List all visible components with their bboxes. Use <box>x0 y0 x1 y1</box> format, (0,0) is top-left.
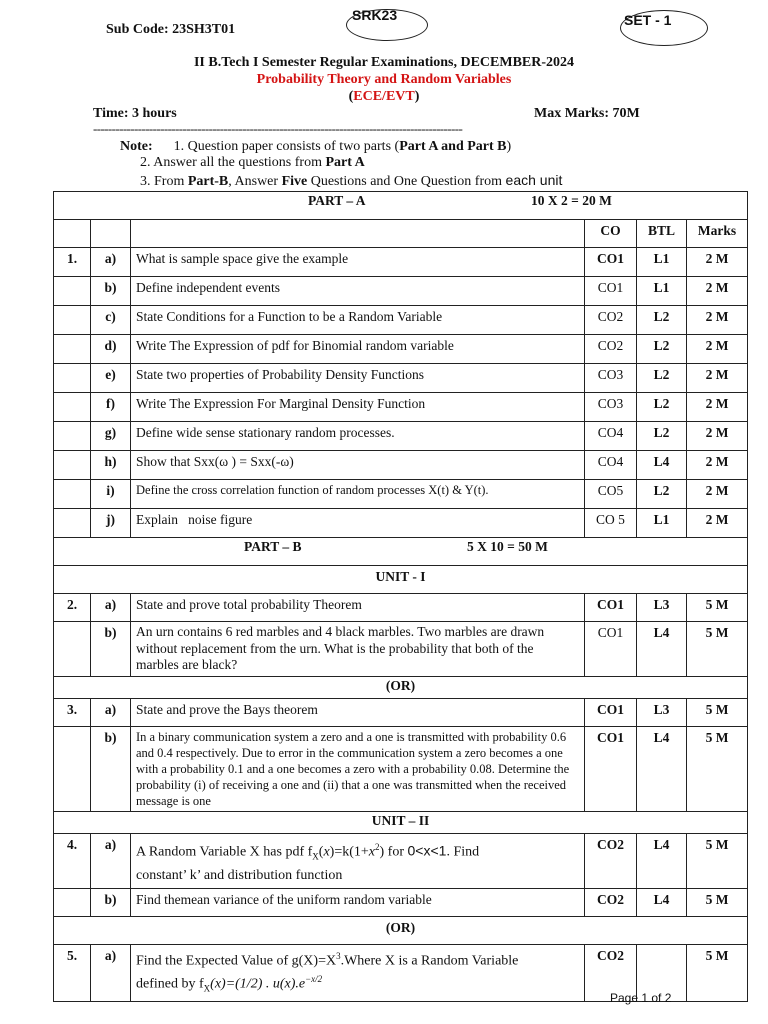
q-number <box>54 393 91 422</box>
branch-open: ( <box>348 89 354 104</box>
col-marks: Marks <box>687 220 748 248</box>
q5a-line1-post: .Where X is a Random Variable <box>340 953 519 969</box>
branch-name: ECE/EVT <box>353 89 415 104</box>
question-text: Write The Expression For Marginal Density Function <box>131 393 585 422</box>
table-row <box>54 698 748 726</box>
table-row <box>54 306 748 335</box>
branch-close: ) <box>414 89 420 104</box>
sub-label: f) <box>91 393 131 422</box>
exam-title: II B.Tech I Semester Regular Examinations, DECEMBER-2024 <box>193 55 575 70</box>
question-text: What is sample space give the example <box>131 248 585 277</box>
btl-cell: L4 <box>637 726 687 811</box>
part-a-label: PART – A <box>308 193 366 208</box>
sub-label: g) <box>91 422 131 451</box>
q-number <box>54 480 91 509</box>
btl-cell: L3 <box>637 698 687 726</box>
co-cell: CO2 <box>585 306 637 335</box>
q-number <box>54 622 91 677</box>
q5a-sup3: 3 <box>336 950 341 961</box>
table-row <box>54 364 748 393</box>
table-row <box>54 248 748 277</box>
note-3-each-unit: each unit <box>505 172 563 188</box>
note-1-bold: Part A and Part B <box>399 139 507 154</box>
note-3-post: Questions and One Question from <box>307 174 506 189</box>
co-cell: CO3 <box>585 364 637 393</box>
marks-cell: 5 M <box>687 726 748 811</box>
marks-cell: 2 M <box>687 306 748 335</box>
note-3-bold2: Five <box>281 174 308 189</box>
question-text: State and prove the Bays theorem <box>131 698 585 726</box>
table-row <box>54 622 748 677</box>
sub-label: b) <box>91 726 131 811</box>
q-number <box>54 451 91 480</box>
part-a-header-row <box>54 192 748 220</box>
sub-label: e) <box>91 364 131 393</box>
q-number: 1. <box>54 248 91 277</box>
sub-label: b) <box>91 888 131 916</box>
time-label: Time: 3 hours <box>93 106 177 121</box>
sub-label: d) <box>91 335 131 364</box>
sub-label: b) <box>91 277 131 306</box>
marks-cell: 2 M <box>687 277 748 306</box>
note-2-bold: Part A <box>325 155 365 170</box>
col-question-blank <box>131 220 585 248</box>
q4a-sub-x: X <box>312 850 319 861</box>
unit-1-heading: UNIT - I <box>54 566 748 594</box>
marks-cell: 2 M <box>687 393 748 422</box>
co-cell: CO 5 <box>585 509 637 538</box>
question-text: In a binary communication system a zero and a one is transmitted with probability 0.6 and 0.4 respectively. Due to error in the communication system a zero becomes a one with a probability 0.1 and a one becomes a zero with a probability 0.08. Determine the probability (i) of receiving a one and (ii) that a one was transmitted when the received message is one <box>131 726 585 811</box>
q5a-line2-pre: defined by f <box>136 976 204 992</box>
btl-cell: L2 <box>637 306 687 335</box>
marks-cell: 2 M <box>687 364 748 393</box>
sub-label: a) <box>91 248 131 277</box>
table-row <box>54 393 748 422</box>
co-cell: CO2 <box>585 944 637 1001</box>
co-cell: CO2 <box>585 833 637 888</box>
table-row <box>54 335 748 364</box>
table-row <box>54 726 748 811</box>
subject-title: Probability Theory and Random Variables <box>256 72 512 87</box>
marks-cell: 2 M <box>687 422 748 451</box>
sub-label: b) <box>91 622 131 677</box>
max-marks: Max Marks: 70M <box>534 106 640 121</box>
table-row <box>54 594 748 622</box>
note-1-pre: 1. Question paper consists of two parts ( <box>173 139 400 154</box>
col-sub-blank <box>91 220 131 248</box>
question-text: Define wide sense stationary random processes. <box>131 422 585 451</box>
q-number <box>54 422 91 451</box>
unit-2-row <box>54 811 748 833</box>
part-b-header-row <box>54 538 748 566</box>
co-cell: CO1 <box>585 594 637 622</box>
q5a-line1-pre: Find the Expected Value of g(X)=X <box>136 953 337 969</box>
marks-cell: 2 M <box>687 335 748 364</box>
question-text: Find themean variance of the uniform random variable <box>131 888 585 916</box>
marks-cell: 5 M <box>687 944 748 1001</box>
q5a-exp: −x/2 <box>305 974 323 985</box>
question-text: Define the cross correlation function of random processes X(t) & Y(t). <box>131 480 585 509</box>
set-label: SET - 1 <box>624 12 672 28</box>
marks-cell: 2 M <box>687 480 748 509</box>
note-3-mid: , Answer <box>228 174 282 189</box>
co-cell: CO2 <box>585 335 637 364</box>
q-number: 3. <box>54 698 91 726</box>
co-cell: CO3 <box>585 393 637 422</box>
btl-cell: L4 <box>637 833 687 888</box>
co-cell: CO1 <box>585 277 637 306</box>
q4a-text5: . Find <box>446 844 480 860</box>
unit-1-row <box>54 566 748 594</box>
branch <box>0 89 768 105</box>
unit-2-heading: UNIT – II <box>54 811 748 833</box>
or-row <box>54 916 748 944</box>
table-row <box>54 480 748 509</box>
col-q-blank <box>54 220 91 248</box>
q5a-sub-x: X <box>203 983 211 994</box>
q-number <box>54 306 91 335</box>
q5a-line2-mid: (x)=(1/2) . u(x).e <box>210 976 306 992</box>
sub-label: a) <box>91 594 131 622</box>
btl-cell: L2 <box>637 422 687 451</box>
q-number <box>54 364 91 393</box>
column-header-row <box>54 220 748 248</box>
btl-cell: L1 <box>637 509 687 538</box>
question-text <box>131 833 585 888</box>
note-3 <box>140 172 562 190</box>
table-row <box>54 509 748 538</box>
question-text: State Conditions for a Function to be a Random Variable <box>131 306 585 335</box>
q4a-text3: )=k(1+ <box>329 844 369 860</box>
co-cell: CO1 <box>585 622 637 677</box>
sub-code: Sub Code: 23SH3T01 <box>106 22 236 37</box>
note-1-post: ) <box>506 139 512 154</box>
sub-label: a) <box>91 944 131 1001</box>
sub-label: a) <box>91 698 131 726</box>
marks-cell: 5 M <box>687 698 748 726</box>
q-number: 5. <box>54 944 91 1001</box>
question-text <box>131 944 585 1001</box>
table-row <box>54 451 748 480</box>
btl-cell: L2 <box>637 335 687 364</box>
co-cell: CO1 <box>585 726 637 811</box>
question-text: Write The Expression of pdf for Binomial random variable <box>131 335 585 364</box>
btl-cell: L1 <box>637 248 687 277</box>
table-row <box>54 888 748 916</box>
btl-cell: L2 <box>637 364 687 393</box>
q-number: 4. <box>54 833 91 888</box>
btl-cell: L1 <box>637 277 687 306</box>
or-row <box>54 676 748 698</box>
btl-cell: L4 <box>637 451 687 480</box>
q4a-sup2: 2 <box>375 841 380 852</box>
q-number <box>54 335 91 364</box>
question-text: Explain noise figure <box>131 509 585 538</box>
q-number <box>54 726 91 811</box>
table-row <box>54 277 748 306</box>
question-text: Show that Sxx(ω ) = Sxx(-ω) <box>131 451 585 480</box>
co-cell: CO1 <box>585 248 637 277</box>
q4a-line2: constant’ k’ and distribution function <box>136 867 343 883</box>
col-co: CO <box>585 220 637 248</box>
marks-cell: 2 M <box>687 451 748 480</box>
part-b-header <box>54 538 748 566</box>
note-1 <box>120 139 511 155</box>
paper-code: SRK23 <box>352 7 398 23</box>
question-text: State and prove total probability Theorem <box>131 594 585 622</box>
co-cell: CO5 <box>585 480 637 509</box>
btl-cell: L4 <box>637 622 687 677</box>
table-row <box>54 422 748 451</box>
sub-label: c) <box>91 306 131 335</box>
co-cell: CO4 <box>585 422 637 451</box>
or-divider: (OR) <box>54 916 748 944</box>
co-cell: CO4 <box>585 451 637 480</box>
q-number <box>54 888 91 916</box>
marks-cell: 5 M <box>687 622 748 677</box>
q-number <box>54 509 91 538</box>
part-a-header <box>54 192 748 220</box>
part-b-marks: 5 X 10 = 50 M <box>467 539 548 554</box>
question-text: An urn contains 6 red marbles and 4 black marbles. Two marbles are drawn without replacement from the urn. What is the probability that both of the marbles are black? <box>131 622 585 677</box>
btl-cell: L2 <box>637 393 687 422</box>
btl-cell: L2 <box>637 480 687 509</box>
btl-cell: L4 <box>637 888 687 916</box>
sub-label: i) <box>91 480 131 509</box>
q4a-x2: x <box>368 844 375 860</box>
sub-label: h) <box>91 451 131 480</box>
co-cell: CO2 <box>585 888 637 916</box>
part-a-marks: 10 X 2 = 20 M <box>531 193 612 208</box>
question-text: State two properties of Probability Density Functions <box>131 364 585 393</box>
marks-cell: 2 M <box>687 248 748 277</box>
marks-cell: 5 M <box>687 833 748 888</box>
question-text: Define independent events <box>131 277 585 306</box>
question-table <box>53 191 748 1002</box>
q4a-text1: A Random Variable X has pdf f <box>136 844 313 860</box>
note-2-pre: 2. Answer all the questions from <box>140 155 326 170</box>
col-btl: BTL <box>637 220 687 248</box>
note-3-pre: 3. From <box>140 174 188 189</box>
q4a-text2: ( <box>318 844 324 860</box>
q-number: 2. <box>54 594 91 622</box>
btl-cell: L3 <box>637 594 687 622</box>
q-number <box>54 277 91 306</box>
co-cell: CO1 <box>585 698 637 726</box>
marks-cell: 5 M <box>687 888 748 916</box>
note-3-bold1: Part-B <box>187 174 229 189</box>
note-label: Note: <box>120 139 153 154</box>
q4a-range: 0<x<1 <box>407 842 447 859</box>
q4a-x: x <box>323 844 330 860</box>
part-b-label: PART – B <box>244 539 302 554</box>
sub-label: a) <box>91 833 131 888</box>
separator-rule: --------------------------------------------------------------------------------------------------- <box>93 121 463 136</box>
note-2 <box>140 155 365 171</box>
marks-cell: 2 M <box>687 509 748 538</box>
marks-cell: 5 M <box>687 594 748 622</box>
page-number: Page 1 of 2 <box>610 991 672 1005</box>
or-divider: (OR) <box>54 676 748 698</box>
sub-label: j) <box>91 509 131 538</box>
table-row <box>54 833 748 888</box>
q4a-text4: ) for <box>379 844 408 860</box>
